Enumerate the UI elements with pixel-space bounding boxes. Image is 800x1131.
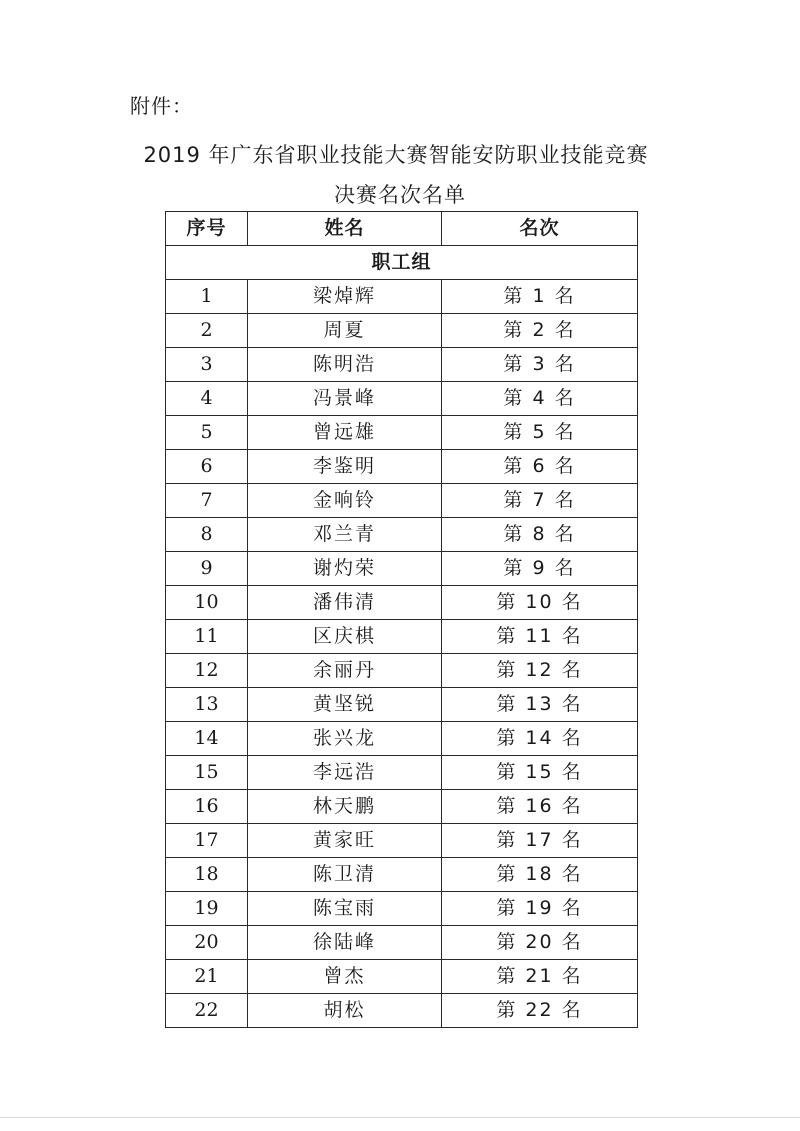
ranking-table <box>165 211 638 1028</box>
serial-number-cell: 20 <box>166 926 248 960</box>
table-row <box>166 382 638 416</box>
table-row <box>166 348 638 382</box>
serial-number-cell: 4 <box>166 382 248 416</box>
table-row <box>166 280 638 314</box>
rank-cell: 第 13 名 <box>442 688 638 722</box>
table-row <box>166 688 638 722</box>
rank-cell: 第 17 名 <box>442 824 638 858</box>
table-body <box>166 246 638 1028</box>
serial-number-cell: 12 <box>166 654 248 688</box>
rank-cell: 第 11 名 <box>442 620 638 654</box>
table-row <box>166 858 638 892</box>
name-cell: 李远浩 <box>248 756 442 790</box>
table-row <box>166 416 638 450</box>
table-row <box>166 450 638 484</box>
name-cell: 胡松 <box>248 994 442 1028</box>
table-row <box>166 314 638 348</box>
table-row <box>166 994 638 1028</box>
rank-cell: 第 9 名 <box>442 552 638 586</box>
rank-cell: 第 19 名 <box>442 892 638 926</box>
serial-number-cell: 11 <box>166 620 248 654</box>
header-rank: 名次 <box>442 212 638 246</box>
rank-cell: 第 5 名 <box>442 416 638 450</box>
serial-number-cell: 18 <box>166 858 248 892</box>
name-cell: 曾远雄 <box>248 416 442 450</box>
table-row <box>166 722 638 756</box>
serial-number-cell: 1 <box>166 280 248 314</box>
name-cell: 陈明浩 <box>248 348 442 382</box>
rank-cell: 第 6 名 <box>442 450 638 484</box>
table-row <box>166 620 638 654</box>
table-row <box>166 790 638 824</box>
serial-number-cell: 15 <box>166 756 248 790</box>
header-serial-number: 序号 <box>166 212 248 246</box>
rank-cell: 第 20 名 <box>442 926 638 960</box>
serial-number-cell: 22 <box>166 994 248 1028</box>
serial-number-cell: 16 <box>166 790 248 824</box>
table-row <box>166 484 638 518</box>
name-cell: 金响铃 <box>248 484 442 518</box>
name-cell: 梁焯辉 <box>248 280 442 314</box>
rank-cell: 第 3 名 <box>442 348 638 382</box>
rank-cell: 第 7 名 <box>442 484 638 518</box>
serial-number-cell: 10 <box>166 586 248 620</box>
serial-number-cell: 21 <box>166 960 248 994</box>
name-cell: 李鉴明 <box>248 450 442 484</box>
name-cell: 周夏 <box>248 314 442 348</box>
serial-number-cell: 2 <box>166 314 248 348</box>
rank-cell: 第 14 名 <box>442 722 638 756</box>
name-cell: 陈卫清 <box>248 858 442 892</box>
serial-number-cell: 3 <box>166 348 248 382</box>
serial-number-cell: 8 <box>166 518 248 552</box>
name-cell: 潘伟清 <box>248 586 442 620</box>
rank-cell: 第 22 名 <box>442 994 638 1028</box>
name-cell: 陈宝雨 <box>248 892 442 926</box>
table-row <box>166 654 638 688</box>
name-cell: 徐陆峰 <box>248 926 442 960</box>
serial-number-cell: 9 <box>166 552 248 586</box>
name-cell: 区庆棋 <box>248 620 442 654</box>
serial-number-cell: 5 <box>166 416 248 450</box>
rank-cell: 第 16 名 <box>442 790 638 824</box>
rank-cell: 第 21 名 <box>442 960 638 994</box>
rank-cell: 第 12 名 <box>442 654 638 688</box>
serial-number-cell: 6 <box>166 450 248 484</box>
table-row <box>166 552 638 586</box>
name-cell: 黄家旺 <box>248 824 442 858</box>
rank-cell: 第 15 名 <box>442 756 638 790</box>
name-cell: 曾杰 <box>248 960 442 994</box>
table-row <box>166 518 638 552</box>
name-cell: 谢灼荣 <box>248 552 442 586</box>
table-row <box>166 824 638 858</box>
table-row <box>166 960 638 994</box>
serial-number-cell: 14 <box>166 722 248 756</box>
name-cell: 余丽丹 <box>248 654 442 688</box>
table-header-row <box>166 212 638 246</box>
header-name: 姓名 <box>248 212 442 246</box>
serial-number-cell: 7 <box>166 484 248 518</box>
name-cell: 张兴龙 <box>248 722 442 756</box>
name-cell: 林天鹏 <box>248 790 442 824</box>
document-title-line-1: 2019 年广东省职业技能大赛智能安防职业技能竞赛 <box>143 143 649 167</box>
table-row <box>166 586 638 620</box>
table-row <box>166 756 638 790</box>
table-row <box>166 892 638 926</box>
group-label: 职工组 <box>166 246 638 280</box>
serial-number-cell: 13 <box>166 688 248 722</box>
rank-cell: 第 8 名 <box>442 518 638 552</box>
rank-cell: 第 2 名 <box>442 314 638 348</box>
group-row <box>166 246 638 280</box>
attachment-label: 附件： <box>130 94 193 118</box>
serial-number-cell: 19 <box>166 892 248 926</box>
name-cell: 黄坚锐 <box>248 688 442 722</box>
table-row <box>166 926 638 960</box>
rank-cell: 第 18 名 <box>442 858 638 892</box>
rank-cell: 第 10 名 <box>442 586 638 620</box>
name-cell: 邓兰青 <box>248 518 442 552</box>
document-title-line-2: 决赛名次名单 <box>334 183 466 207</box>
rank-cell: 第 1 名 <box>442 280 638 314</box>
name-cell: 冯景峰 <box>248 382 442 416</box>
page-bottom-divider <box>0 1117 800 1118</box>
serial-number-cell: 17 <box>166 824 248 858</box>
rank-cell: 第 4 名 <box>442 382 638 416</box>
